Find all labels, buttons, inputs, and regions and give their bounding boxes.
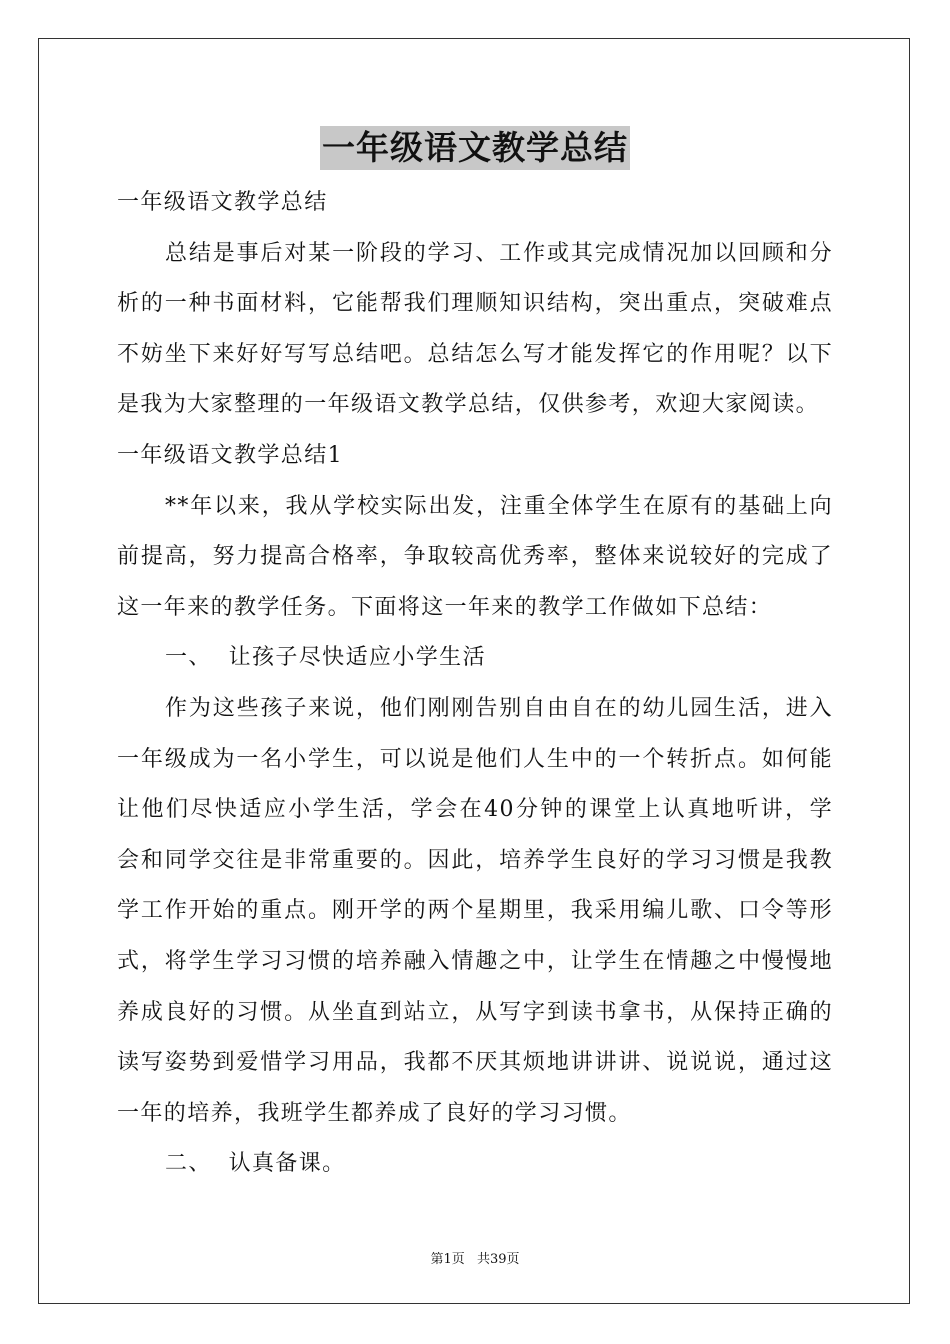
paragraph-line: 一年的培养，我班学生都养成了良好的学习习惯。 xyxy=(117,1100,632,1126)
paragraph-line: 析的一种书面材料，它能帮我们理顺知识结构，突出重点，突破难点 xyxy=(117,291,833,317)
paragraph-line: 让他们尽快适应小学生活，学会在40分钟的课堂上认真地听讲，学 xyxy=(117,797,833,823)
paragraph-line: 会和同学交往是非常重要的。因此，培养学生良好的学习习惯是我教 xyxy=(117,847,833,873)
paragraph-line: 是我为大家整理的一年级语文教学总结，仅供参考，欢迎大家阅读。 xyxy=(117,392,820,418)
paragraph-line: 一年级成为一名小学生，可以说是他们人生中的一个转折点。如何能 xyxy=(117,746,833,772)
subtitle-line: 一年级语文教学总结 xyxy=(117,190,328,215)
paragraph-line: 前提高，努力提高合格率，争取较高优秀率，整体来说较好的完成了 xyxy=(117,544,833,570)
paragraph-line: 这一年来的教学任务。下面将这一年来的教学工作做如下总结： xyxy=(117,594,773,620)
paragraph-line: **年以来，我从学校实际出发，注重全体学生在原有的基础上向 xyxy=(165,493,833,519)
paragraph-line: 作为这些孩子来说，他们刚刚告别自由自在的幼儿园生活，进入 xyxy=(165,695,833,721)
page-total: 共39页 xyxy=(476,1252,520,1267)
subsection-heading: 二、 认真备课。 xyxy=(165,1151,346,1177)
page-footer xyxy=(0,1248,950,1267)
paragraph-line: 学工作开始的重点。刚开学的两个星期里，我采用编儿歌、口令等形 xyxy=(117,898,833,924)
document-title: 一年级语文教学总结 xyxy=(320,126,630,170)
document-body xyxy=(117,178,833,1190)
paragraph-line: 养成良好的习惯。从坐直到站立，从写字到读书拿书，从保持正确的 xyxy=(117,999,833,1025)
paragraph-line: 读写姿势到爱惜学习用品，我都不厌其烦地讲讲讲、说说说，通过这 xyxy=(117,1050,833,1076)
paragraph-line: 总结是事后对某一阶段的学习、工作或其完成情况加以回顾和分 xyxy=(165,240,833,266)
paragraph-line: 不妨坐下来好好写写总结吧。总结怎么写才能发挥它的作用呢？以下 xyxy=(117,341,833,367)
section-heading: 一年级语文教学总结1 xyxy=(117,442,343,468)
page-number: 第1页 xyxy=(430,1252,465,1267)
title-container xyxy=(0,126,950,170)
subsection-heading: 一、 让孩子尽快适应小学生活 xyxy=(165,645,486,671)
paragraph-line: 式，将学生学习习惯的培养融入情趣之中，让学生在情趣之中慢慢地 xyxy=(117,948,833,974)
